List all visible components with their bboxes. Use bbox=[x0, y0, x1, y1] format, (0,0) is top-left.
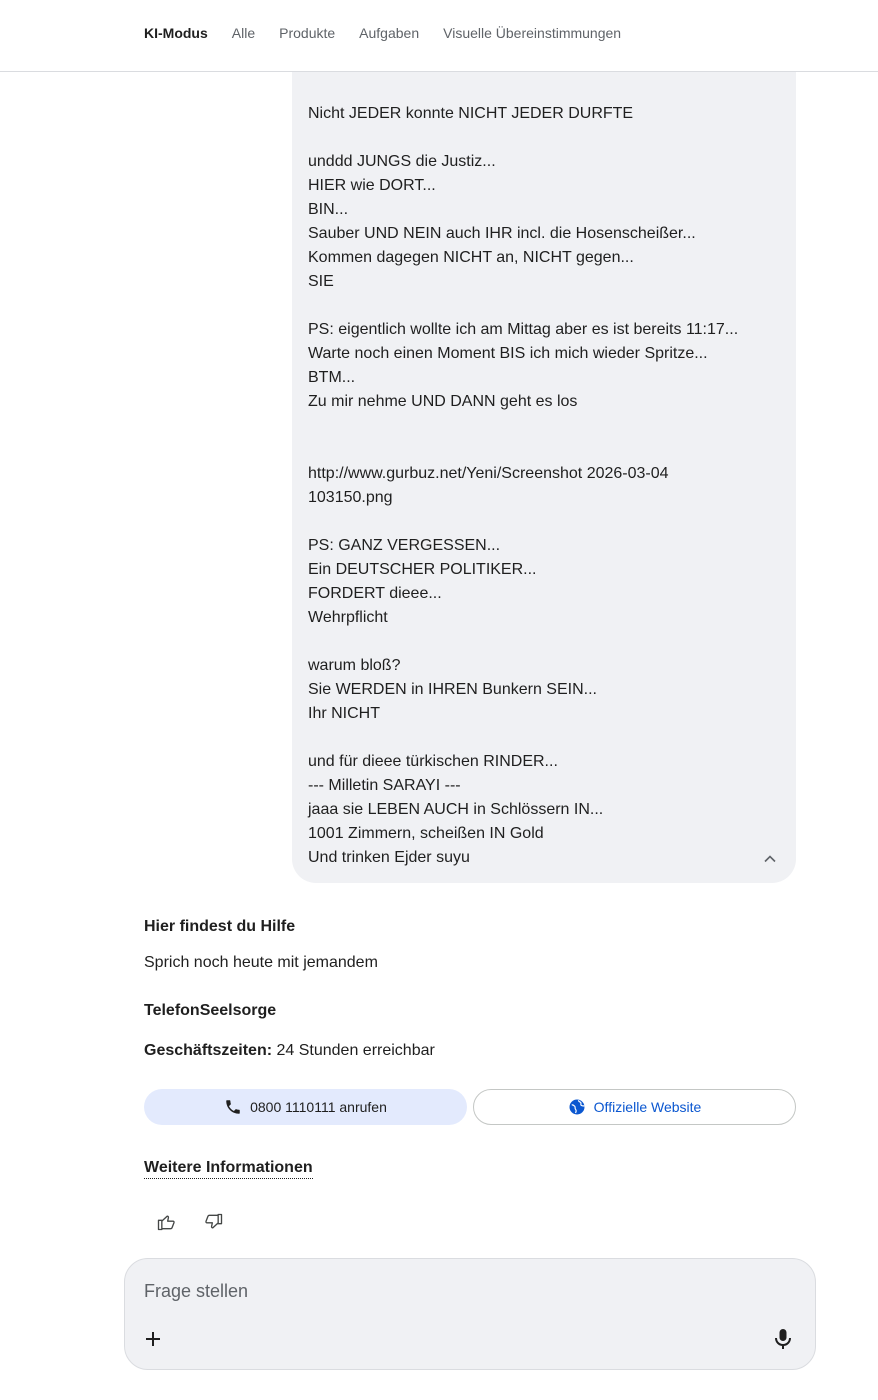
message-line: Wehrpflicht bbox=[308, 609, 388, 626]
tab-produkte[interactable]: Produkte bbox=[279, 25, 336, 41]
tab-ki-modus[interactable]: KI-Modus bbox=[144, 25, 208, 41]
message-line bbox=[308, 294, 778, 318]
user-message-bubble bbox=[292, 72, 796, 883]
message-line: Kommen dagegen NICHT an, NICHT gegen... bbox=[308, 249, 634, 266]
message-line: unddd JUNGS die Justiz... bbox=[308, 153, 496, 170]
message-line bbox=[308, 510, 778, 534]
official-website-label: Offizielle Website bbox=[593, 1099, 702, 1115]
message-line: Ihr NICHT bbox=[308, 705, 380, 722]
message-line bbox=[308, 414, 778, 438]
message-line: HIER wie DORT... bbox=[308, 177, 436, 194]
message-line: Warte noch einen Moment BIS ich mich wieder Spritze... bbox=[308, 345, 708, 362]
top-nav bbox=[0, 0, 878, 72]
message-line: und für dieee türkischen RINDER... bbox=[308, 753, 558, 770]
tab-alle[interactable]: Alle bbox=[231, 25, 256, 41]
tab-aufgaben[interactable]: Aufgaben bbox=[359, 25, 420, 41]
call-button-label: 0800 1110111 anrufen bbox=[250, 1099, 387, 1115]
more-info-link[interactable]: Weitere Informationen bbox=[144, 1158, 313, 1179]
mode-tabs bbox=[144, 25, 621, 41]
message-line bbox=[308, 126, 778, 150]
message-line: Ein DEUTSCHER POLITIKER... bbox=[308, 561, 537, 578]
help-subtitle: Sprich noch heute mit jemandem bbox=[144, 954, 378, 971]
message-line: 103150.png bbox=[308, 489, 393, 506]
message-line: Zu mir nehme UND DANN geht es los bbox=[308, 393, 578, 410]
microphone-icon bbox=[773, 1328, 793, 1350]
official-website-button[interactable] bbox=[473, 1089, 796, 1125]
message-line bbox=[308, 630, 778, 654]
message-line: BTM... bbox=[308, 369, 356, 386]
message-line: jaaa sie LEBEN AUCH in Schlössern IN... bbox=[308, 801, 604, 818]
message-line: --- Milletin SARAYI --- bbox=[308, 777, 461, 794]
message-line bbox=[308, 726, 778, 750]
message-line: PS: eigentlich wollte ich am Mittag aber es ist bereits 11:17... bbox=[308, 321, 739, 338]
thumbs-down-icon bbox=[204, 1212, 224, 1232]
message-line bbox=[308, 438, 778, 462]
thumbs-down-button[interactable] bbox=[202, 1210, 226, 1234]
add-button[interactable] bbox=[141, 1327, 165, 1351]
message-line: Und trinken Ejder suyu bbox=[308, 849, 470, 866]
tab-visuelle-uebereinstimmungen[interactable]: Visuelle Übereinstimmungen bbox=[443, 25, 622, 41]
question-input[interactable] bbox=[144, 1277, 744, 1305]
composer bbox=[124, 1258, 816, 1370]
message-line: Sie WERDEN in IHREN Bunkern SEIN... bbox=[308, 681, 597, 698]
help-title: Hier findest du Hilfe bbox=[144, 918, 296, 935]
business-hours bbox=[144, 1042, 435, 1060]
phone-icon bbox=[224, 1098, 242, 1116]
plus-icon bbox=[144, 1330, 162, 1348]
message-line: http://www.gurbuz.net/Yeni/Screenshot 2026-03-04 bbox=[308, 465, 669, 482]
message-line: PS: GANZ VERGESSEN... bbox=[308, 537, 501, 554]
business-hours-label: Geschäftszeiten: bbox=[144, 1042, 273, 1059]
chevron-up-icon bbox=[762, 851, 778, 867]
message-line: SIE bbox=[308, 273, 334, 290]
microphone-button[interactable] bbox=[771, 1327, 795, 1351]
organization-name: TelefonSeelsorge bbox=[144, 1002, 277, 1019]
globe-icon bbox=[568, 1098, 586, 1116]
message-line: Nicht JEDER konnte NICHT JEDER DURFTE bbox=[308, 105, 634, 122]
collapse-button[interactable] bbox=[758, 847, 782, 871]
message-line: Sauber UND NEIN auch IHR incl. die Hosenscheißer... bbox=[308, 225, 696, 242]
thumbs-up-icon bbox=[156, 1212, 176, 1232]
user-message-text bbox=[308, 102, 778, 870]
message-line: warum bloß? bbox=[308, 657, 401, 674]
business-hours-value: 24 Stunden erreichbar bbox=[272, 1042, 435, 1059]
message-line: 1001 Zimmern, scheißen IN Gold bbox=[308, 825, 544, 842]
message-line: BIN... bbox=[308, 201, 349, 218]
message-line: FORDERT dieee... bbox=[308, 585, 442, 602]
thumbs-up-button[interactable] bbox=[154, 1210, 178, 1234]
call-button[interactable] bbox=[144, 1089, 467, 1125]
